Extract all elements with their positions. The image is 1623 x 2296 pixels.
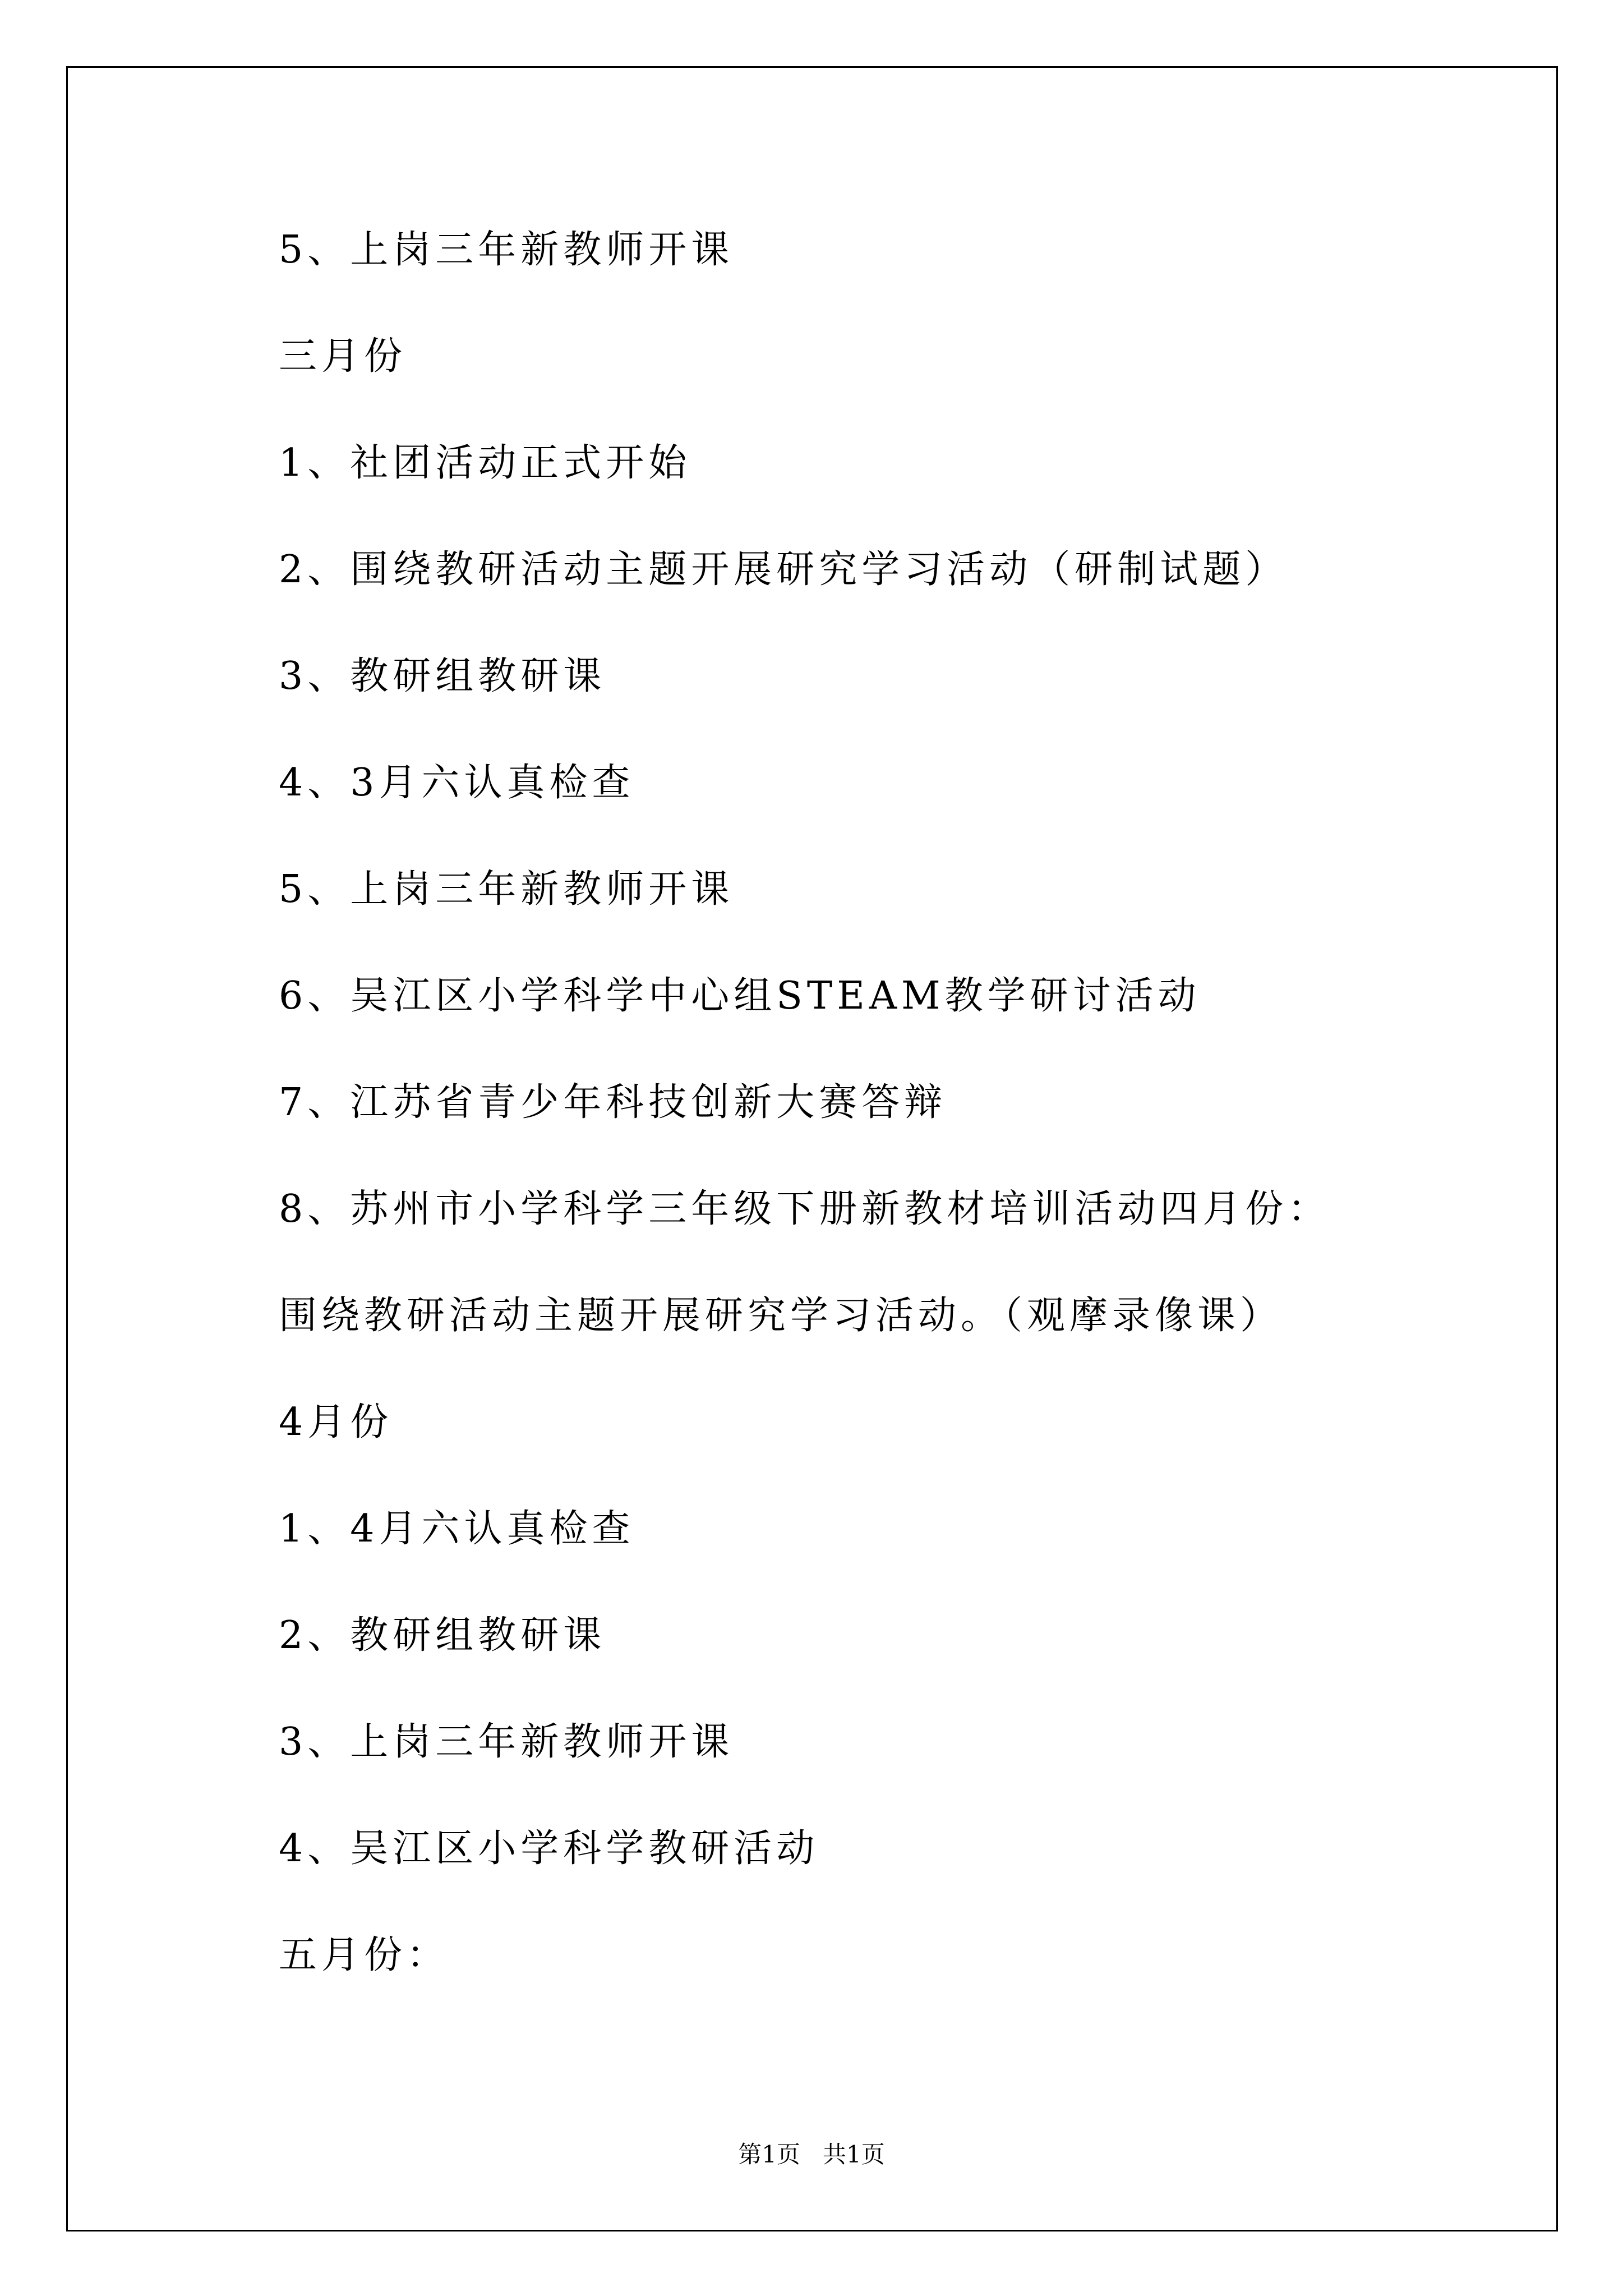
text-line: 8、苏州市小学科学三年级下册新教材培训活动四月份：: [279, 1187, 1331, 1231]
text-line: 1、社团活动正式开始: [279, 441, 691, 485]
section-heading: 4月份: [279, 1400, 393, 1444]
text-line: 6、吴江区小学科学中心组STEAM教学研讨活动: [279, 974, 1201, 1018]
document-body: [279, 224, 1330, 2036]
text-line: 3、教研组教研课: [279, 654, 606, 698]
text-line: 2、教研组教研课: [279, 1613, 606, 1658]
text-line: 围绕教研活动主题开展研究学习活动。（观摩录像课）: [279, 1294, 1283, 1338]
text-line: 3、上岗三年新教师开课: [279, 1720, 734, 1764]
text-line: 5、上岗三年新教师开课: [279, 867, 734, 912]
text-line: 7、江苏省青少年科技创新大赛答辩: [279, 1080, 947, 1125]
page-footer: 第1页 共1页: [738, 2141, 885, 2168]
text-line: 2、围绕教研活动主题开展研究学习活动（研制试题）: [279, 547, 1288, 592]
section-heading: 五月份：: [279, 1933, 450, 1977]
text-line: 1、4月六认真检查: [279, 1507, 635, 1551]
text-line: 4、吴江区小学科学教研活动: [279, 1826, 819, 1871]
text-line: 5、上岗三年新教师开课: [279, 228, 734, 272]
section-heading: 三月份: [279, 334, 407, 379]
text-line: 4、3月六认真检查: [279, 761, 635, 805]
